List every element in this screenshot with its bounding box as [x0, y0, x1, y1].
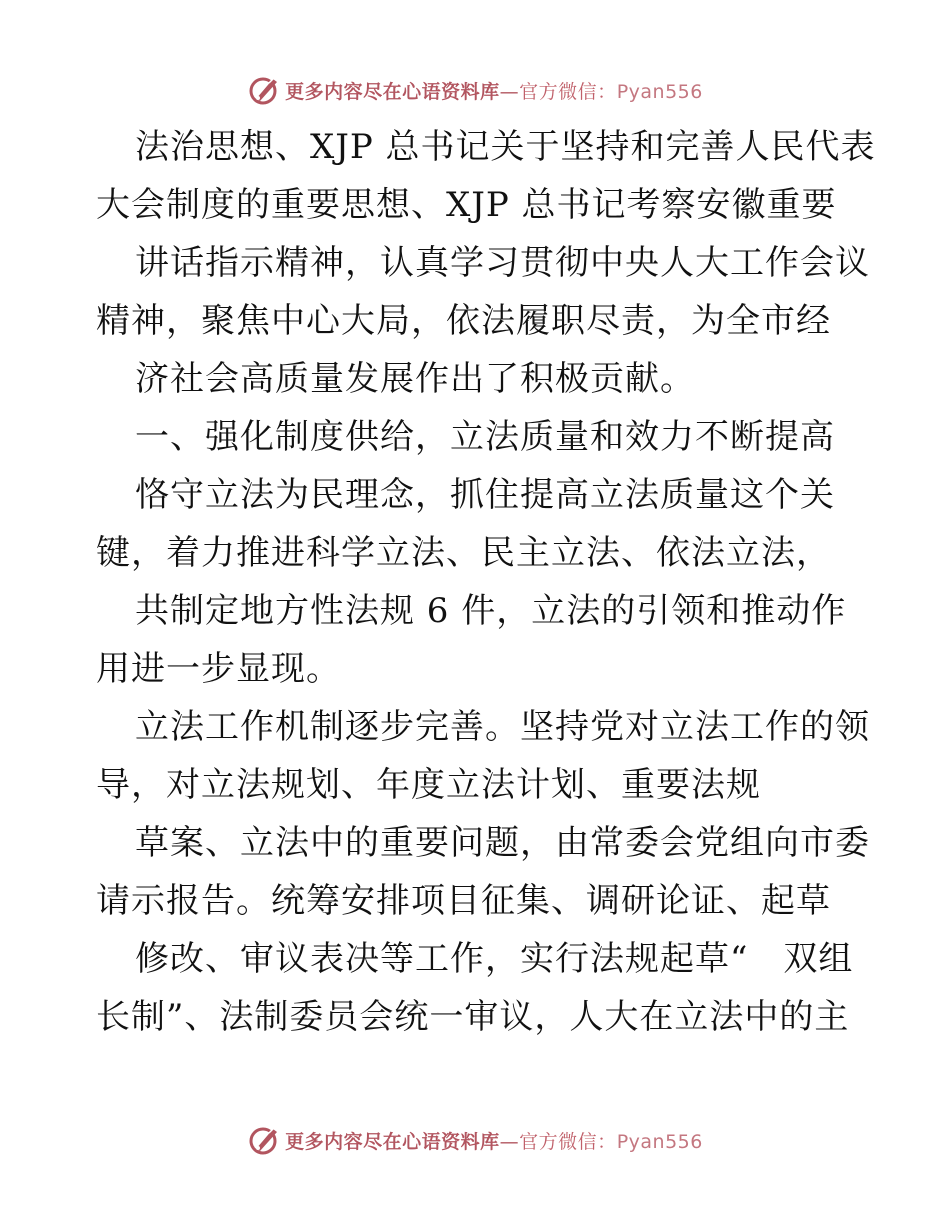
body-line: 精神，聚焦中心大局，依法履职尽责，为全市经 — [96, 301, 831, 341]
body-line: 大会制度的重要思想、XJP 总书记考察安徽重要 — [96, 185, 837, 225]
header-watermark-wechat-id: Pyan556 — [616, 80, 703, 103]
quill-pen-logo-icon — [247, 73, 281, 107]
footer-watermark-text — [285, 1127, 703, 1154]
header-watermark-wechat-label: 官方微信： — [519, 80, 617, 103]
body-line: 讲话指示精神，认真学习贯彻中央人大工作会议 — [135, 243, 870, 283]
footer-watermark-wechat-label: 官方微信： — [519, 1130, 617, 1153]
quill-pen-logo-icon — [247, 1123, 281, 1157]
body-line: 导，对立法规划、年度立法计划、重要法规 — [96, 765, 761, 805]
footer-watermark-banner — [0, 1123, 950, 1157]
header-watermark-banner — [0, 73, 950, 107]
body-line: 修改、审议表决等工作，实行法规起草“ 双组 — [135, 939, 854, 979]
footer-watermark-main: 更多内容尽在心语资料库 — [285, 1130, 500, 1153]
body-line: 立法工作机制逐步完善。坚持党对立法工作的领 — [135, 707, 870, 747]
header-watermark-text — [285, 77, 703, 104]
body-line: 济社会高质量发展作出了积极贡献。 — [135, 359, 695, 399]
body-line: 恪守立法为民理念，抓住提高立法质量这个关 — [135, 475, 835, 515]
body-line: 法治思想、XJP 总书记关于坚持和完善人民代表 — [135, 127, 876, 167]
footer-watermark-separator: — — [499, 1130, 520, 1153]
body-line: 用进一步显现。 — [96, 649, 341, 689]
body-line: 长制”、法制委员会统一审议，人大在立法中的主 — [96, 997, 850, 1037]
body-line: 草案、立法中的重要问题，由常委会党组向市委 — [135, 823, 870, 863]
section-heading: 一、强化制度供给，立法质量和效力不断提高 — [135, 417, 835, 457]
body-line: 键，着力推进科学立法、民主立法、依法立法， — [96, 533, 831, 573]
header-watermark-main: 更多内容尽在心语资料库 — [285, 80, 500, 103]
document-body — [0, 120, 950, 1080]
body-line: 请示报告。统筹安排项目征集、调研论证、起草 — [96, 881, 831, 921]
footer-watermark-wechat-id: Pyan556 — [616, 1130, 703, 1153]
header-watermark-separator: — — [499, 80, 520, 103]
body-line: 共制定地方性法规 6 件，立法的引领和推动作 — [135, 591, 847, 631]
